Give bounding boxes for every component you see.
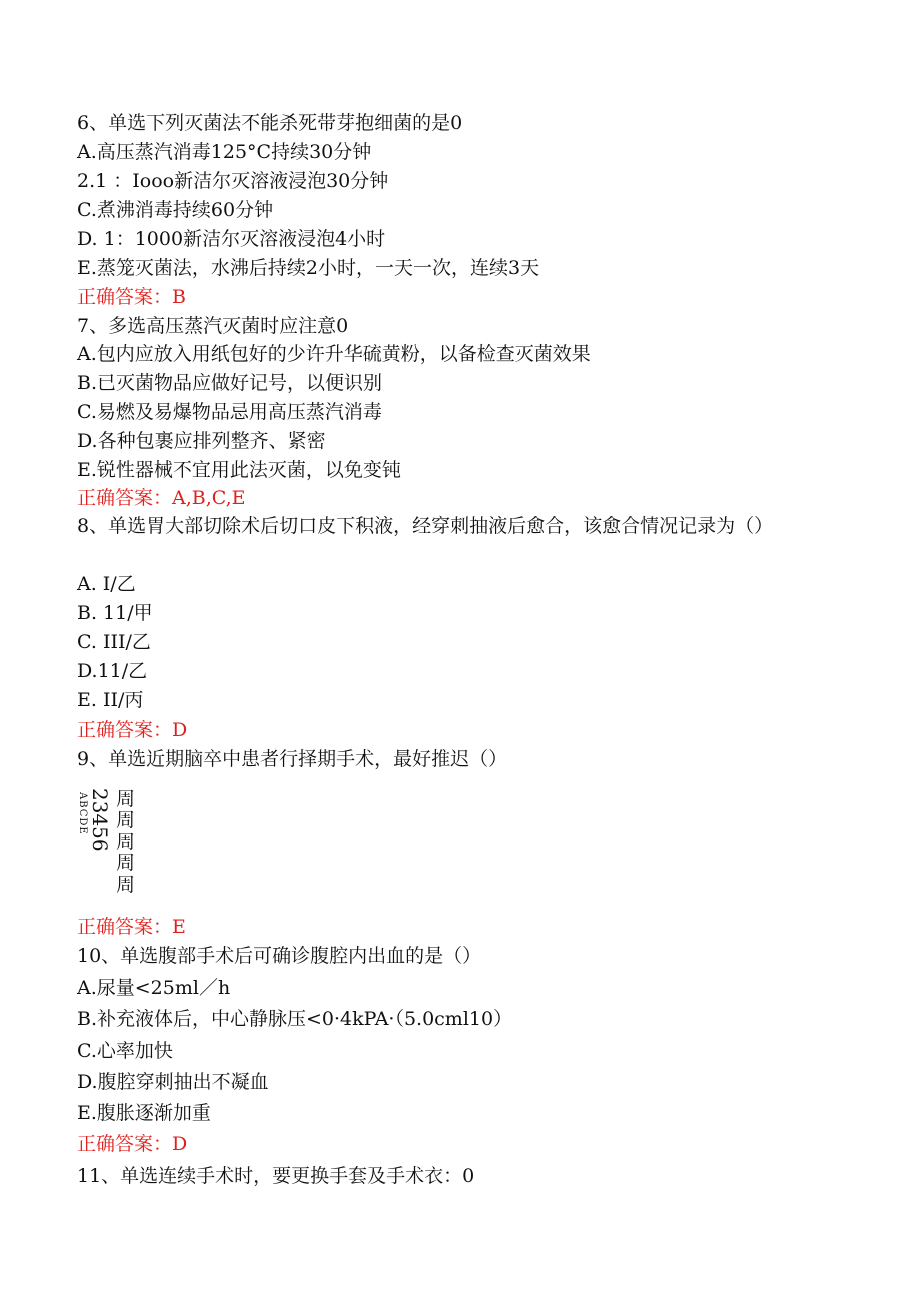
question-10-option-c: C.心率加快: [77, 1040, 173, 1062]
question-9-week-label: 周: [116, 809, 136, 831]
question-7-option-b: B.已灭菌物品应做好记号，以便识别: [77, 372, 383, 394]
question-10-option-e: E.腹胀逐渐加重: [77, 1102, 211, 1124]
question-11-stem: 11、单选连续手术时，要更换手套及手术衣：0: [77, 1165, 475, 1187]
question-9-week-label: 周: [116, 831, 136, 853]
question-9-option-digits: 23456: [88, 788, 112, 852]
question-7-answer: 正确答案：A,B,C,E: [77, 487, 246, 509]
question-6-answer: 正确答案：B: [77, 286, 186, 308]
question-8-option-b: B. 11/甲: [77, 602, 153, 624]
question-6-option-c: C.煮沸消毒持续60分钟: [77, 199, 274, 221]
question-10-option-a: A.尿量<25ml／h: [77, 977, 231, 999]
question-7-option-c: C.易燃及易爆物品忌用高压蒸汽消毒: [77, 401, 382, 423]
question-7-stem: 7、多选高压蒸汽灭菌时应注意0: [77, 315, 349, 337]
question-7-option-d: D.各种包裹应排列整齐、紧密: [77, 430, 326, 452]
question-10-stem: 10、单选腹部手术后可确诊腹腔内出血的是（）: [77, 945, 482, 967]
question-9-option-letters: ABCDE: [77, 792, 88, 835]
question-8-stem: 8、单选胃大部切除术后切口皮下积液，经穿刺抽液后愈合，该愈合情况记录为（）: [77, 515, 774, 537]
question-9-answer: 正确答案：E: [77, 916, 186, 938]
question-6-option-d: D. 1：1000新洁尔灭溶液浸泡4小时: [77, 228, 386, 250]
question-7-option-a: A.包内应放入用纸包好的少许升华硫黄粉，以备检查灭菌效果: [77, 343, 591, 365]
question-8-option-d: D.11/乙: [77, 660, 148, 682]
question-9-stem: 9、单选近期脑卒中患者行择期手术，最好推迟（）: [77, 748, 508, 770]
question-9-week-label: 周: [116, 874, 136, 896]
question-6-option-a: A.高压蒸汽消毒125°C持续30分钟: [77, 141, 372, 163]
question-9-week-label: 周: [116, 852, 136, 874]
question-10-option-d: D.腹腔穿刺抽出不凝血: [77, 1071, 269, 1093]
question-7-option-e: E.锐性器械不宜用此法灭菌，以免变钝: [77, 459, 401, 481]
question-8-option-e: E. II/丙: [77, 689, 144, 711]
question-10-answer: 正确答案：D: [77, 1133, 188, 1155]
question-10-option-b: B.补充液体后，中心静脉压<0·4kPA·（5.0cml10）: [77, 1008, 513, 1030]
question-8-answer: 正确答案：D: [77, 719, 188, 741]
question-9-options-block: [74, 788, 154, 898]
question-6-option-e: E.蒸笼灭菌法，水沸后持续2小时，一天一次，连续3天: [77, 257, 540, 279]
question-8-option-a: A. I/乙: [77, 573, 136, 595]
question-6-stem: 6、单选下列灭菌法不能杀死带芽抱细菌的是0: [77, 112, 463, 134]
question-6-option-b: 2.1 ：Iooo新洁尔灭溶液浸泡30分钟: [77, 170, 389, 192]
question-8-option-c: C. III/乙: [77, 631, 151, 653]
question-9-week-label: 周: [116, 788, 136, 810]
